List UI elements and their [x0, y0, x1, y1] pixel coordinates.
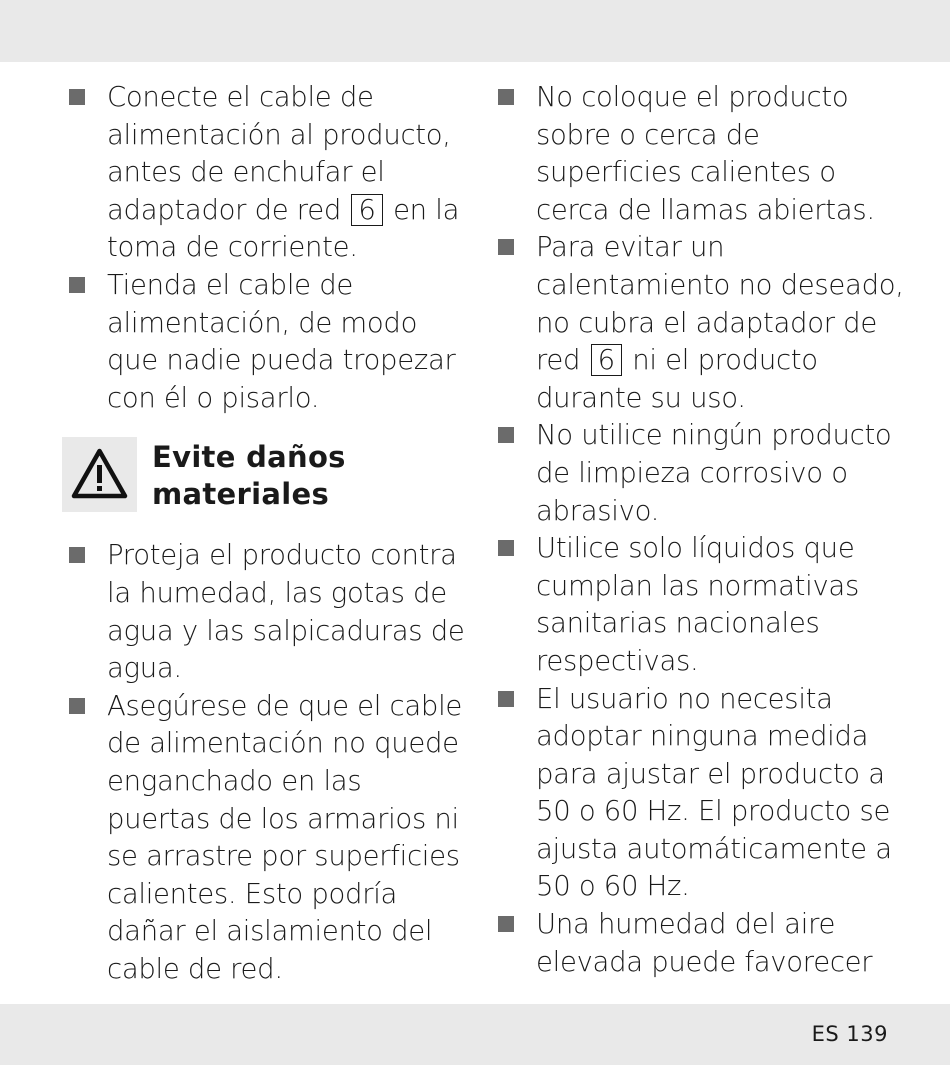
list-item: El usuario no necesita adoptar ninguna medida para ajustar el producto a 50 o 60 Hz. El producto se ajusta automáticamente a 50 o 60 Hz.: [495, 681, 905, 907]
reference-number-box: 6: [351, 194, 382, 226]
left-column: [66, 79, 466, 988]
list-item: Para evitar un calentamiento no deseado, no cubra el adaptador de red 6 ni el producto durante su uso.: [495, 229, 905, 417]
bullet-square-icon: [69, 277, 85, 293]
list-item: Proteja el producto contra la humedad, las gotas de agua y las salpicaduras de agua.: [66, 537, 466, 687]
reference-number-box: 6: [591, 344, 622, 376]
bottom-band: [0, 1004, 950, 1065]
bullet-square-icon: [69, 698, 85, 714]
bullet-list-right: [495, 79, 905, 981]
list-item: Conecte el cable de alimentación al producto, antes de enchufar el adaptador de red 6 en la toma de corriente.: [66, 79, 466, 267]
list-item: Una humedad del aire elevada puede favorecer: [495, 906, 905, 981]
list-item: Asegúrese de que el cable de alimentación no quede enganchado en las puertas de los armarios ni se arrastre por superficies calientes. Esto podría dañar el aislamiento del cable de red.: [66, 688, 466, 989]
bullet-square-icon: [69, 89, 85, 105]
bullet-square-icon: [498, 239, 514, 255]
warning-title: Evite daños materiales: [152, 440, 346, 512]
bullet-square-icon: [498, 89, 514, 105]
bullet-list-bottom: [66, 537, 466, 988]
right-column: [495, 79, 905, 981]
bullet-square-icon: [498, 916, 514, 932]
warning-triangle-icon: [71, 448, 128, 500]
bullet-list-top: [66, 79, 466, 417]
list-item: Utilice solo líquidos que cumplan las normativas sanitarias nacionales respectivas.: [495, 530, 905, 680]
warning-heading: [66, 437, 466, 513]
list-item: Tienda el cable de alimentación, de modo que nadie pueda tropezar con él o pisarlo.: [66, 267, 466, 417]
warning-icon-box: [62, 437, 137, 512]
bullet-square-icon: [69, 547, 85, 563]
page-number: ES 139: [811, 1022, 888, 1046]
list-item: No coloque el producto sobre o cerca de superficies calientes o cerca de llamas abiertas.: [495, 79, 905, 229]
bullet-square-icon: [498, 427, 514, 443]
bullet-square-icon: [498, 540, 514, 556]
top-band: [0, 0, 950, 62]
bullet-square-icon: [498, 691, 514, 707]
list-item: No utilice ningún producto de limpieza corrosivo o abrasivo.: [495, 417, 905, 530]
